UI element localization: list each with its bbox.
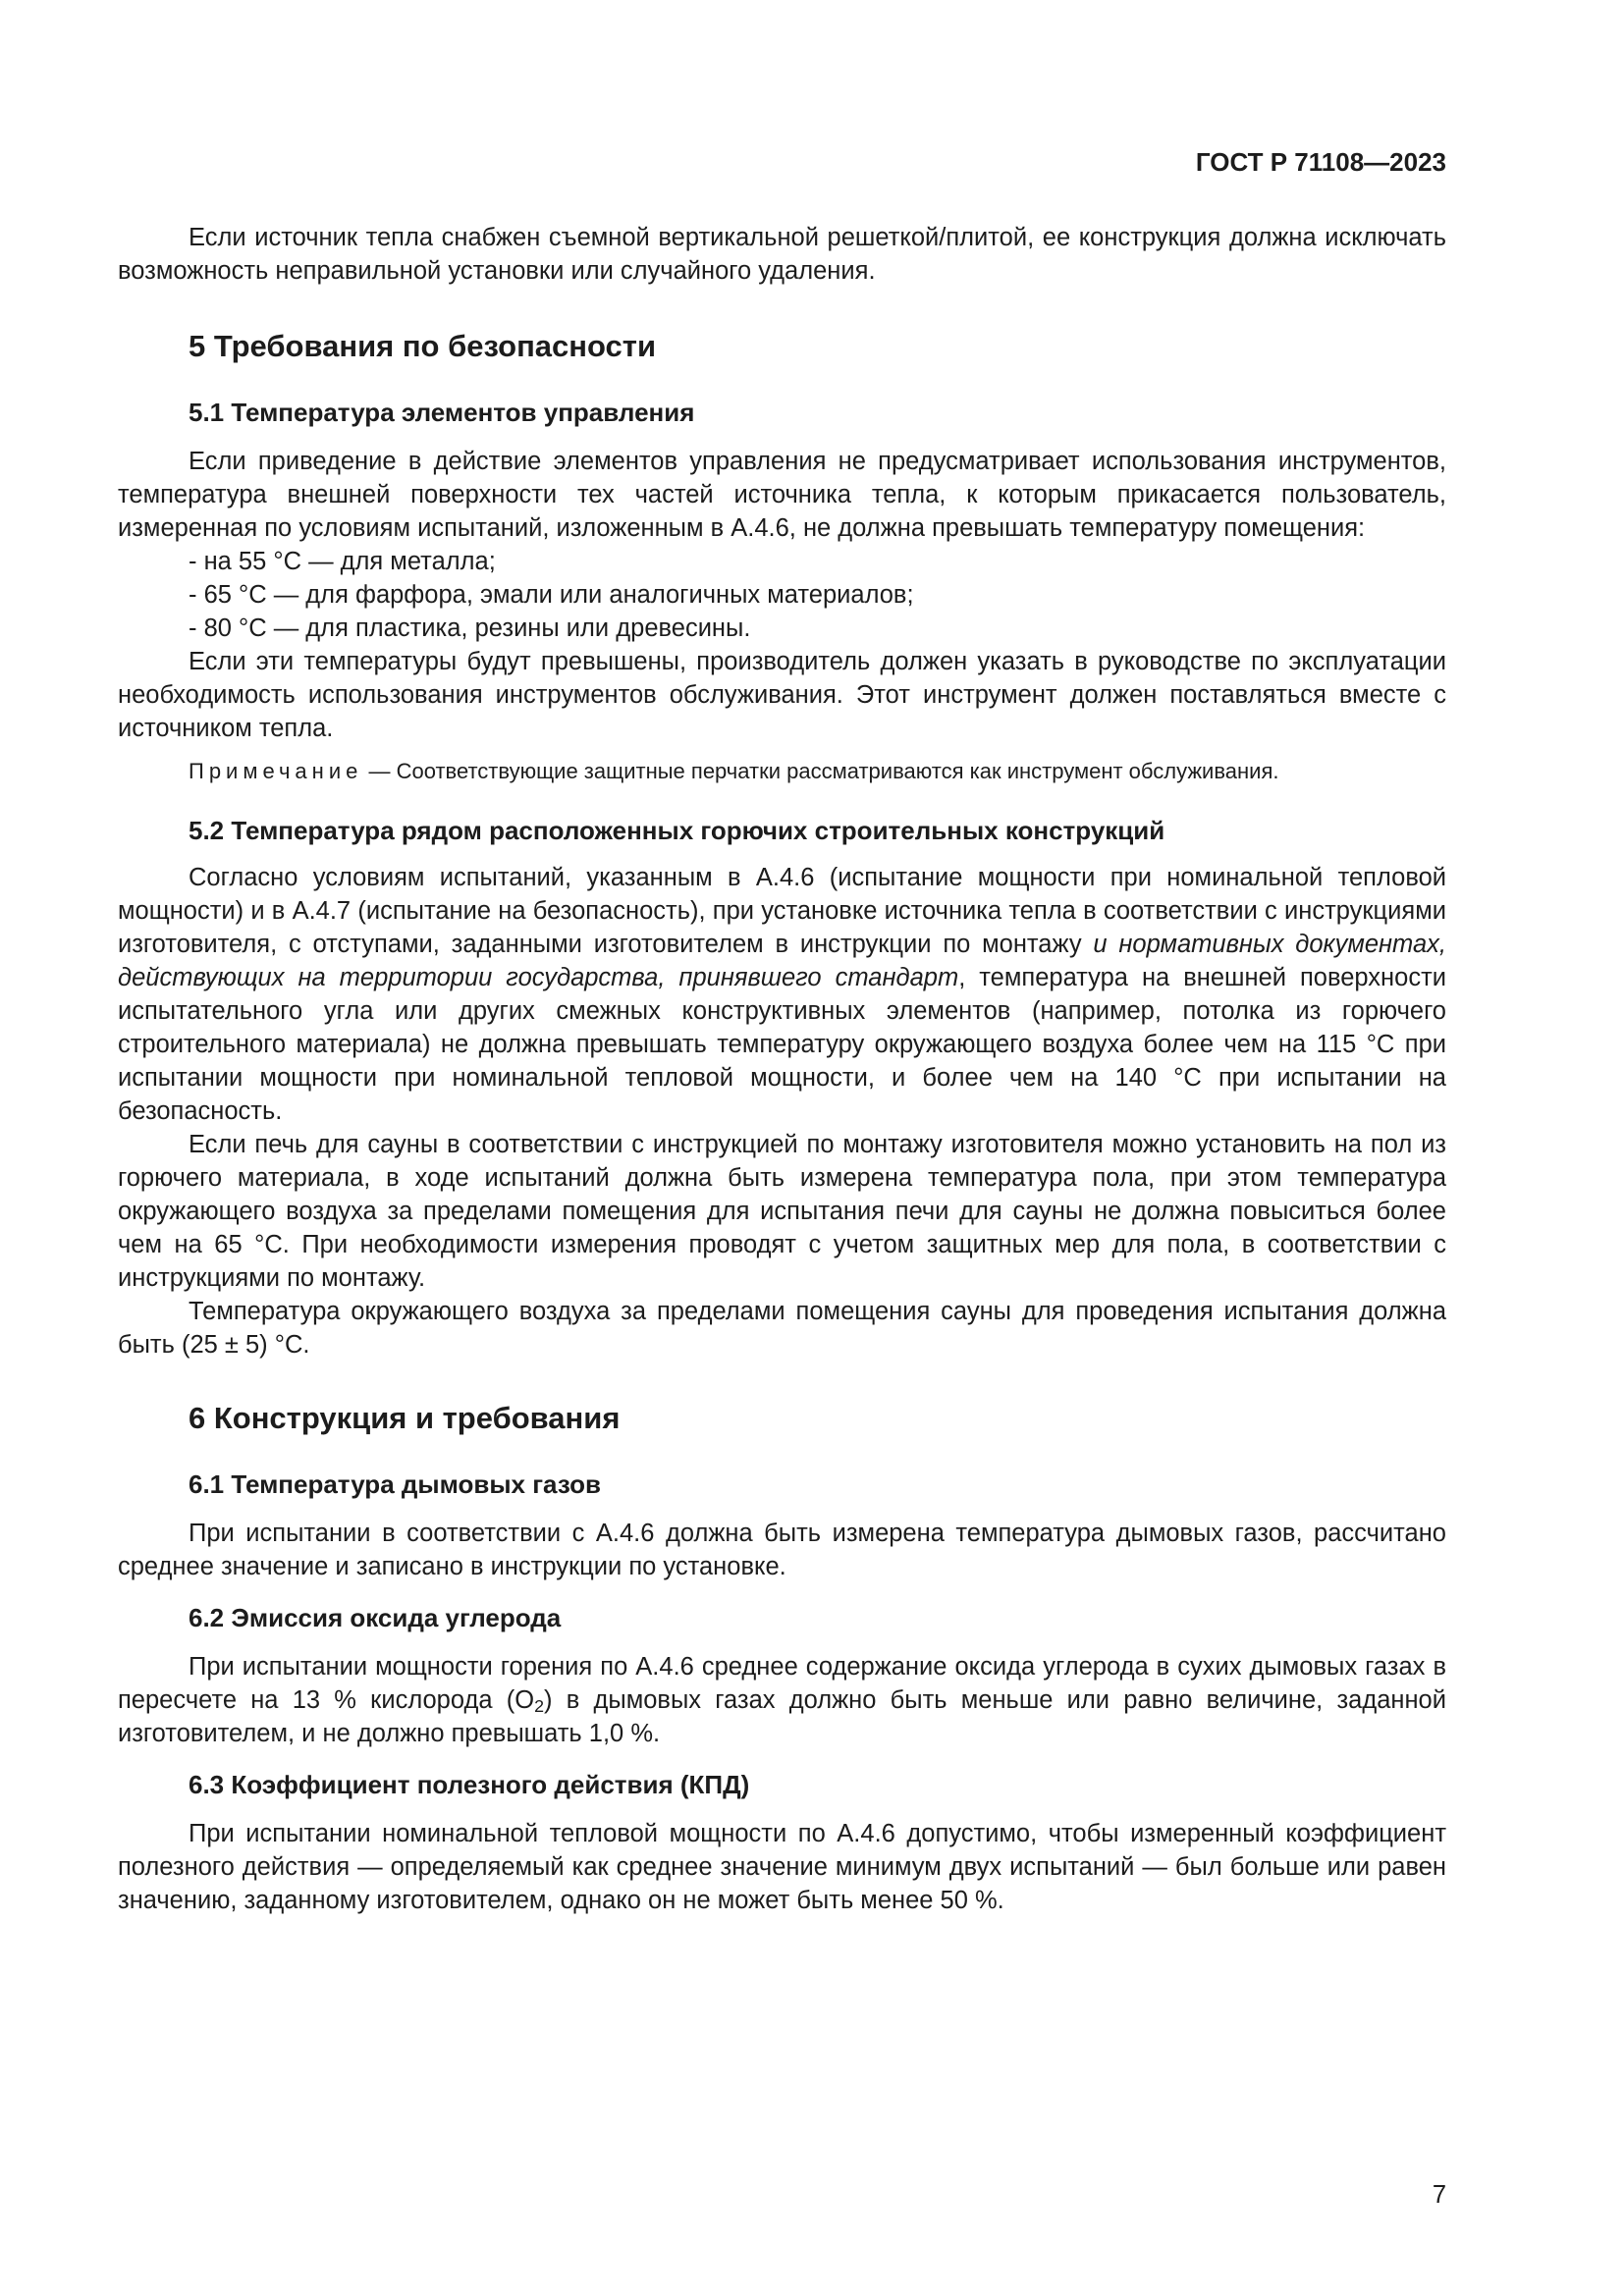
- page-number: 7: [1432, 2181, 1446, 2209]
- section-5-2-heading: 5.2 Температура рядом расположенных горючих строительных конструкций: [189, 816, 1165, 845]
- section-6-2-heading: 6.2 Эмиссия оксида углерода: [189, 1603, 562, 1632]
- note-text: — Соответствующие защитные перчатки рассматриваются как инструмент обслуживания.: [362, 759, 1279, 783]
- section-5-2-paragraph-3: Температура окружающего воздуха за пределами помещения сауны для проведения испытания должна быть (25 ± 5) °С.: [118, 1298, 1446, 1359]
- temperature-list-item: - 80 °С — для пластика, резины или древесины.: [189, 614, 751, 642]
- document-code: ГОСТ Р 71108—2023: [1195, 147, 1446, 177]
- note-label: Примечание: [189, 759, 363, 783]
- section-6-2-paragraph-part-b: ) в дымовых газах должно быть меньше или равно величине, заданной изготовителем, и не должно превышать 1,0 %.: [118, 1686, 1446, 1747]
- section-6-2-paragraph-part-a: При испытании мощности горения по А.4.6 среднее содержание оксида углерода в сухих дымовых газах в пересчете на 13 % кислорода (О: [118, 1653, 1446, 1714]
- section-5-2-paragraph-1: [118, 861, 1446, 1128]
- temperature-list-item: - на 55 °С — для металла;: [189, 548, 496, 575]
- section-5-heading: 5 Требования по безопасности: [189, 329, 657, 363]
- section-6-heading: 6 Конструкция и требования: [189, 1401, 621, 1435]
- section-6-1-heading: 6.1 Температура дымовых газов: [189, 1469, 601, 1499]
- section-6-2-paragraph: [118, 1650, 1446, 1750]
- section-6-1-paragraph: При испытании в соответствии с А.4.6 должна быть измерена температура дымовых газов, рассчитано среднее значение и записано в инструкции по установке.: [118, 1520, 1446, 1580]
- oxygen-subscript: 2: [534, 1696, 545, 1716]
- section-6-3-heading: 6.3 Коэффициент полезного действия (КПД): [189, 1770, 750, 1799]
- page-content: [118, 221, 1446, 1917]
- section-5-2-paragraph-1-italic: и нормативных документах, действующих на территории государства, принявшего стандарт: [118, 931, 1447, 991]
- intro-paragraph: Если источник тепла снабжен съемной вертикальной решеткой/плитой, ее конструкция должна исключать возможность неправильной установки или случайного удаления.: [118, 224, 1446, 285]
- section-5-1-heading: 5.1 Температура элементов управления: [189, 398, 695, 427]
- temperature-list-item: - 65 °С — для фарфора, эмали или аналогичных материалов;: [189, 581, 914, 609]
- note: [118, 757, 1446, 786]
- section-5-2-paragraph-1-part-a: Согласно условиям испытаний, указанным в А.4.6 (испытание мощности при номинальной тепловой мощности) и в А.4.7 (испытание на безопасность), при установке источника тепла в соответствии с инструкциями изготовителя, с отступами, заданными изготовителем в инструкции по монтажу: [118, 864, 1446, 958]
- section-5-2-paragraph-1-part-b: , температура на внешней поверхности испытательного угла или других смежных конструктивных элементов (например, потолка из горючего строительного материала) не должна превышать температуру окружающего воздуха более чем на 115 °С при испытании мощности при номинальной тепловой мощности, и более чем на 140 °С при испытании на безопасность.: [118, 964, 1446, 1125]
- section-6-3-paragraph: При испытании номинальной тепловой мощности по А.4.6 допустимо, чтобы измеренный коэффициент полезного действия — определяемый как среднее значение минимум двух испытаний — был больше или равен значению, заданному изготовителем, однако он не может быть менее 50 %.: [118, 1820, 1446, 1914]
- section-5-2-paragraph-2: Если печь для сауны в соответствии с инструкцией по монтажу изготовителя можно установить на пол из горючего материала, в ходе испытаний должна быть измерена температура пола, при этом температура окружающего воздуха за пределами помещения для испытания печи для сауны не должна повыситься более чем на 65 °С. При необходимости измерения проводят с учетом защитных мер для пола, в соответствии с инструкциями по монтажу.: [118, 1131, 1446, 1292]
- section-5-1-paragraph-2: Если эти температуры будут превышены, производитель должен указать в руководстве по эксплуатации необходимость использования инструментов обслуживания. Этот инструмент должен поставляться вместе с источником тепла.: [118, 648, 1446, 742]
- section-5-1-paragraph-1: Если приведение в действие элементов управления не предусматривает использования инструментов, температура внешней поверхности тех частей источника тепла, к которым прикасается пользователь, измеренная по условиям испытаний, изложенным в А.4.6, не должна превышать температуру помещения:: [118, 448, 1446, 542]
